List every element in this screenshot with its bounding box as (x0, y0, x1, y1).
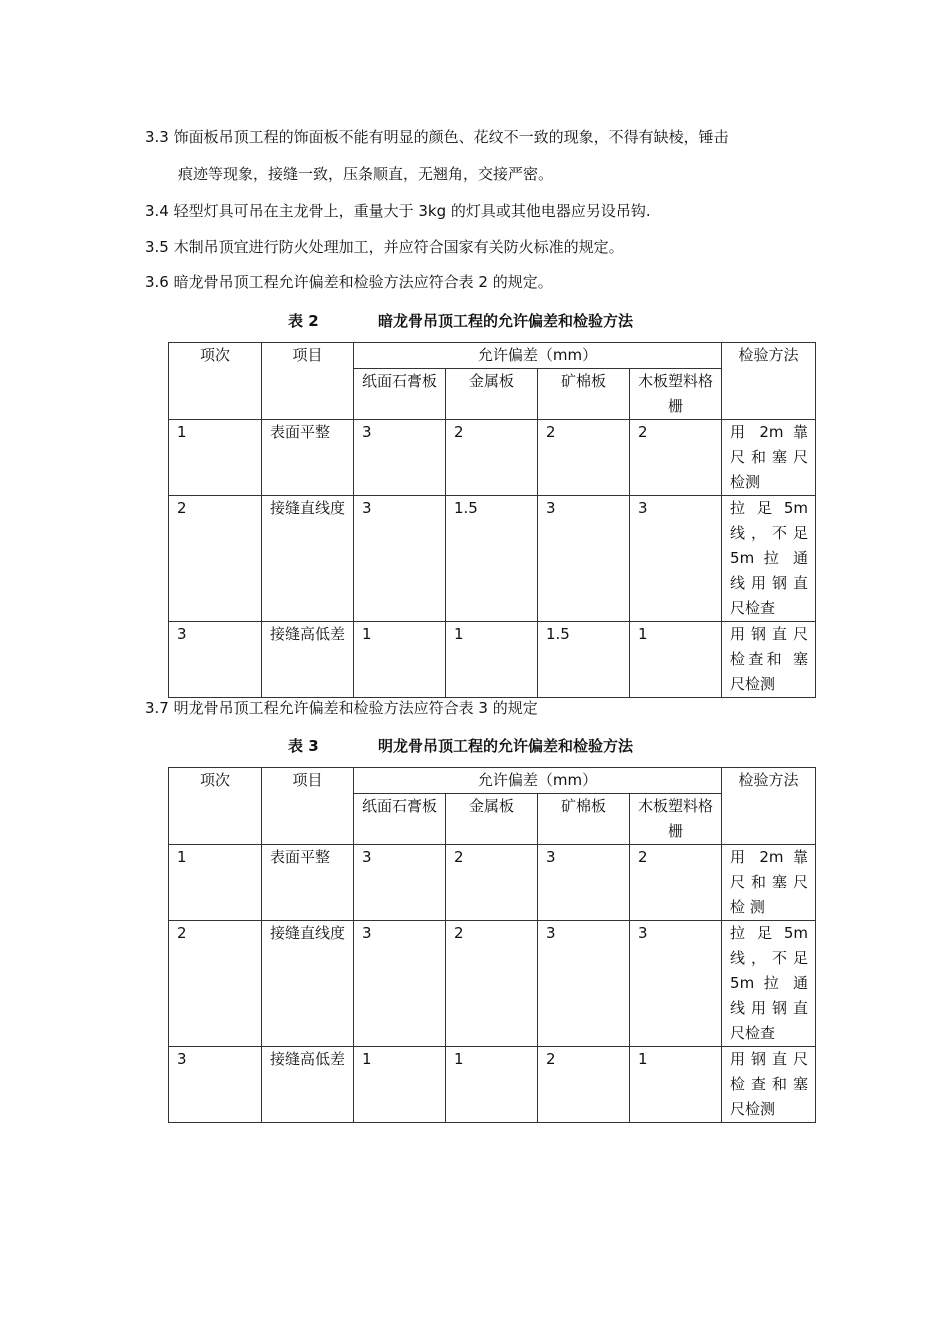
subheader-wood-plastic: 木板塑料格栅 (630, 369, 722, 420)
row-method (722, 496, 816, 622)
row-index: 2 (169, 496, 262, 622)
row-index: 3 (169, 622, 262, 698)
row-item: 表面平整 (262, 420, 354, 496)
table-3-title: 明龙骨吊顶工程的允许偏差和检验方法 (378, 737, 634, 755)
subheader-gypsum: 纸面石膏板 (354, 794, 446, 845)
row-value: 3 (354, 420, 446, 496)
subheader-wood-plastic: 木板塑料格栅 (630, 794, 722, 845)
subheader-mineral: 矿棉板 (538, 794, 630, 845)
method-line: 检查和塞 (730, 1075, 809, 1093)
method-line: 线用钢直 (730, 999, 809, 1017)
subheader-metal: 金属板 (446, 794, 538, 845)
row-value: 1 (354, 622, 446, 698)
paragraph-3-3-continued: 痕迹等现象，接缝一致，压条顺直，无翘角，交接严密。 (178, 165, 554, 183)
method-line: 线用钢直 (730, 574, 809, 592)
method-line: 线，不足 (730, 949, 809, 967)
method-line: 拉 足 5m (730, 924, 809, 942)
row-value: 3 (630, 496, 722, 622)
row-value: 2 (538, 420, 630, 496)
table-2-number: 表 2 (288, 312, 319, 330)
method-line: 5m 拉 通 (730, 549, 809, 567)
row-method (722, 420, 816, 496)
row-value: 1 (630, 622, 722, 698)
row-item: 接缝高低差 (262, 1047, 354, 1123)
header-index: 项次 (169, 768, 262, 845)
method-line: 拉 足 5m (730, 499, 809, 517)
table-row (169, 496, 816, 622)
table-header-row (169, 343, 816, 369)
method-line: 用钢直尺 (730, 625, 809, 643)
row-item: 接缝直线度 (262, 921, 354, 1047)
header-item: 项目 (262, 343, 354, 420)
table-row (169, 1047, 816, 1123)
row-value: 2 (630, 845, 722, 921)
row-method (722, 1047, 816, 1123)
table-3-number: 表 3 (288, 737, 319, 755)
header-tolerance: 允许偏差（mm） (354, 343, 722, 369)
table-row (169, 420, 816, 496)
paragraph-3-4: 3.4 轻型灯具可吊在主龙骨上，重量大于 3kg 的灯具或其他电器应另设吊钩. (145, 202, 651, 220)
subheader-gypsum: 纸面石膏板 (354, 369, 446, 420)
row-value: 3 (354, 496, 446, 622)
paragraph-3-5: 3.5 木制吊顶宜进行防火处理加工，并应符合国家有关防火标准的规定。 (145, 238, 624, 256)
row-value: 1.5 (538, 622, 630, 698)
row-item: 接缝直线度 (262, 496, 354, 622)
paragraph-3-6: 3.6 暗龙骨吊顶工程允许偏差和检验方法应符合表 2 的规定。 (145, 273, 553, 291)
row-value: 2 (630, 420, 722, 496)
table-row (169, 921, 816, 1047)
row-value: 3 (538, 845, 630, 921)
method-line: 线，不足 (730, 524, 809, 542)
header-method: 检验方法 (722, 768, 816, 845)
table-2 (168, 342, 816, 698)
row-index: 2 (169, 921, 262, 1047)
row-item: 接缝高低差 (262, 622, 354, 698)
row-method (722, 921, 816, 1047)
header-method: 检验方法 (722, 343, 816, 420)
table-header-row (169, 768, 816, 794)
row-value: 2 (446, 845, 538, 921)
header-item: 项目 (262, 768, 354, 845)
row-value: 1 (354, 1047, 446, 1123)
method-line: 用 2m 靠 (730, 848, 809, 866)
method-line: 用 2m 靠 (730, 423, 809, 441)
paragraph-3-7: 3.7 明龙骨吊顶工程允许偏差和检验方法应符合表 3 的规定 (145, 699, 538, 717)
table-row (169, 622, 816, 698)
row-index: 1 (169, 420, 262, 496)
method-line: 检 测 (730, 898, 765, 916)
row-method (722, 845, 816, 921)
method-line: 检查和 塞 (730, 650, 809, 668)
row-value: 1.5 (446, 496, 538, 622)
table-3 (168, 767, 816, 1123)
row-index: 1 (169, 845, 262, 921)
row-value: 2 (446, 420, 538, 496)
subheader-metal: 金属板 (446, 369, 538, 420)
table-2-title: 暗龙骨吊顶工程的允许偏差和检验方法 (378, 312, 634, 330)
row-value: 3 (538, 921, 630, 1047)
row-method (722, 622, 816, 698)
method-line: 检测 (730, 473, 761, 491)
row-value: 1 (446, 622, 538, 698)
header-tolerance: 允许偏差（mm） (354, 768, 722, 794)
subheader-mineral: 矿棉板 (538, 369, 630, 420)
row-value: 2 (538, 1047, 630, 1123)
row-value: 1 (446, 1047, 538, 1123)
row-value: 1 (630, 1047, 722, 1123)
row-value: 3 (538, 496, 630, 622)
row-value: 3 (354, 921, 446, 1047)
row-value: 2 (446, 921, 538, 1047)
row-value: 3 (630, 921, 722, 1047)
method-line: 尺检测 (730, 675, 776, 693)
method-line: 尺检测 (730, 1100, 776, 1118)
method-line: 5m 拉 通 (730, 974, 809, 992)
table-row (169, 845, 816, 921)
row-value: 3 (354, 845, 446, 921)
method-line: 尺检查 (730, 1024, 776, 1042)
row-index: 3 (169, 1047, 262, 1123)
method-line: 尺和塞尺 (730, 448, 809, 466)
method-line: 尺和塞尺 (730, 873, 809, 891)
paragraph-3-3: 3.3 饰面板吊顶工程的饰面板不能有明显的颜色、花纹不一致的现象，不得有缺棱，锤击 (145, 128, 729, 146)
method-line: 用钢直尺 (730, 1050, 809, 1068)
header-index: 项次 (169, 343, 262, 420)
row-item: 表面平整 (262, 845, 354, 921)
method-line: 尺检查 (730, 599, 776, 617)
